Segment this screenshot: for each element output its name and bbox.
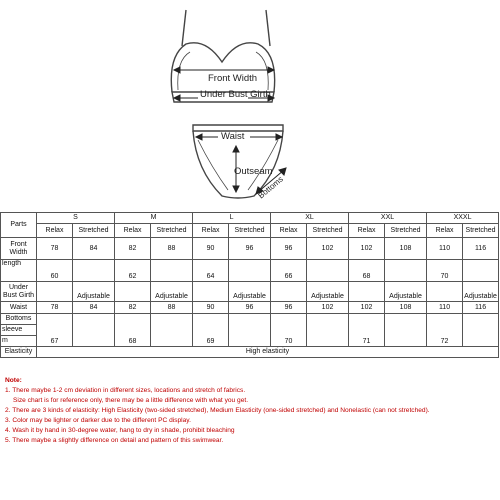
- row-label: Bottoms: [1, 314, 37, 325]
- waist-row: [1, 302, 499, 314]
- size-header: M: [115, 213, 193, 224]
- size-header: S: [37, 213, 115, 224]
- table-cell: 110: [427, 238, 463, 260]
- table-cell: Adjustable: [229, 282, 271, 302]
- parts-header: Parts: [1, 213, 37, 238]
- table-cell: 82: [115, 302, 151, 314]
- row-label: Waist: [1, 302, 37, 314]
- notes-section: [5, 376, 497, 446]
- note-item: 4. Wash it by hand in 30-degree water, hang to dry in shade, prohibit bleaching: [5, 427, 235, 434]
- table-cell: 67: [37, 314, 73, 347]
- table-cell: [151, 260, 193, 282]
- table-cell: [229, 314, 271, 347]
- front-width-row: [1, 238, 499, 260]
- stretched-header: Stretched: [385, 224, 427, 238]
- note-item: 5. There maybe a slightly difference on detail and pattern of this swimwear.: [5, 437, 224, 444]
- table-cell: 66: [271, 260, 307, 282]
- table-cell: Adjustable: [463, 282, 499, 302]
- table-cell: 62: [115, 260, 151, 282]
- table-cell: [73, 260, 115, 282]
- table-cell: [73, 314, 115, 347]
- note-item: 3. Color may be lighter or darker due to the different PC display.: [5, 417, 191, 424]
- front-width-label: Front Width: [208, 73, 258, 84]
- row-label: sleeve: [1, 325, 37, 336]
- outseam-label: Outseam: [234, 166, 273, 177]
- size-header: L: [193, 213, 271, 224]
- size-header: XL: [271, 213, 349, 224]
- bottoms-label: Bottoms: [256, 174, 285, 201]
- table-cell: [193, 282, 229, 302]
- table-cell: 90: [193, 302, 229, 314]
- sub-header-row: [1, 224, 499, 238]
- relax-header: Relax: [349, 224, 385, 238]
- garment-diagrams: [0, 0, 500, 205]
- table-cell: [427, 282, 463, 302]
- relax-header: Relax: [427, 224, 463, 238]
- note-item: 2. There are 3 kinds of elasticity: High Elasticity (two-sided stretched), Medium Elasticity (one-sided stretched) and Nonelastic (can not stretched).: [5, 407, 430, 414]
- bottoms-row-1: [1, 314, 499, 325]
- table-cell: 102: [307, 302, 349, 314]
- size-header: XXXL: [427, 213, 499, 224]
- table-cell: Adjustable: [151, 282, 193, 302]
- under-bust-girth-label: Under Bust Girth: [200, 89, 271, 100]
- table-cell: 78: [37, 302, 73, 314]
- table-cell: Adjustable: [73, 282, 115, 302]
- notes-title: Note:: [5, 377, 22, 384]
- size-chart-table: [0, 212, 499, 358]
- table-cell: 84: [73, 302, 115, 314]
- table-cell: 60: [37, 260, 73, 282]
- note-item: 1. There maybe 1-2 cm deviation in different sizes, locations and stretch of fabrics.: [5, 387, 246, 394]
- waist-label: Waist: [221, 131, 245, 142]
- elasticity-row: [1, 347, 499, 358]
- table-cell: [463, 314, 499, 347]
- table-cell: [349, 282, 385, 302]
- table-cell: [37, 282, 73, 302]
- table-cell: [151, 314, 193, 347]
- stretched-header: Stretched: [73, 224, 115, 238]
- note-item: Size chart is for reference only, there may be a little difference with what you get.: [13, 397, 249, 404]
- table-cell: 96: [229, 238, 271, 260]
- table-cell: 68: [349, 260, 385, 282]
- row-label: length: [1, 260, 37, 282]
- table-cell: 82: [115, 238, 151, 260]
- table-cell: 71: [349, 314, 385, 347]
- under-bust-row: [1, 282, 499, 302]
- length-row: [1, 260, 499, 282]
- table-cell: 88: [151, 238, 193, 260]
- table-cell: 84: [73, 238, 115, 260]
- table-cell: 102: [349, 238, 385, 260]
- row-label: Front Width: [1, 238, 37, 260]
- size-header-row: [1, 213, 499, 224]
- table-cell: 70: [271, 314, 307, 347]
- row-label: Under Bust Girth: [1, 282, 37, 302]
- table-cell: [229, 260, 271, 282]
- table-cell: 96: [229, 302, 271, 314]
- table-cell: [271, 282, 307, 302]
- elasticity-value: High elasticity: [37, 347, 499, 358]
- table-cell: 102: [307, 238, 349, 260]
- table-cell: 102: [349, 302, 385, 314]
- table-cell: [307, 260, 349, 282]
- table-cell: 68: [115, 314, 151, 347]
- table-cell: [115, 282, 151, 302]
- table-cell: Adjustable: [307, 282, 349, 302]
- table-cell: 96: [271, 302, 307, 314]
- table-cell: [463, 260, 499, 282]
- relax-header: Relax: [115, 224, 151, 238]
- stretched-header: Stretched: [151, 224, 193, 238]
- table-cell: [385, 260, 427, 282]
- relax-header: Relax: [37, 224, 73, 238]
- table-cell: [385, 314, 427, 347]
- table-cell: 108: [385, 302, 427, 314]
- relax-header: Relax: [193, 224, 229, 238]
- relax-header: Relax: [271, 224, 307, 238]
- table-cell: 72: [427, 314, 463, 347]
- stretched-header: Stretched: [229, 224, 271, 238]
- table-cell: 69: [193, 314, 229, 347]
- row-label: Elasticity: [1, 347, 37, 358]
- stretched-header: Stretched: [307, 224, 349, 238]
- table-cell: 88: [151, 302, 193, 314]
- table-cell: 116: [463, 302, 499, 314]
- table-cell: Adjustable: [385, 282, 427, 302]
- table-cell: 64: [193, 260, 229, 282]
- row-label: m: [1, 336, 37, 347]
- table-cell: 96: [271, 238, 307, 260]
- table-cell: [307, 314, 349, 347]
- table-cell: 70: [427, 260, 463, 282]
- stretched-header: Stretched: [463, 224, 499, 238]
- table-cell: 90: [193, 238, 229, 260]
- table-cell: 116: [463, 238, 499, 260]
- size-header: XXL: [349, 213, 427, 224]
- table-cell: 78: [37, 238, 73, 260]
- table-cell: 108: [385, 238, 427, 260]
- table-cell: 110: [427, 302, 463, 314]
